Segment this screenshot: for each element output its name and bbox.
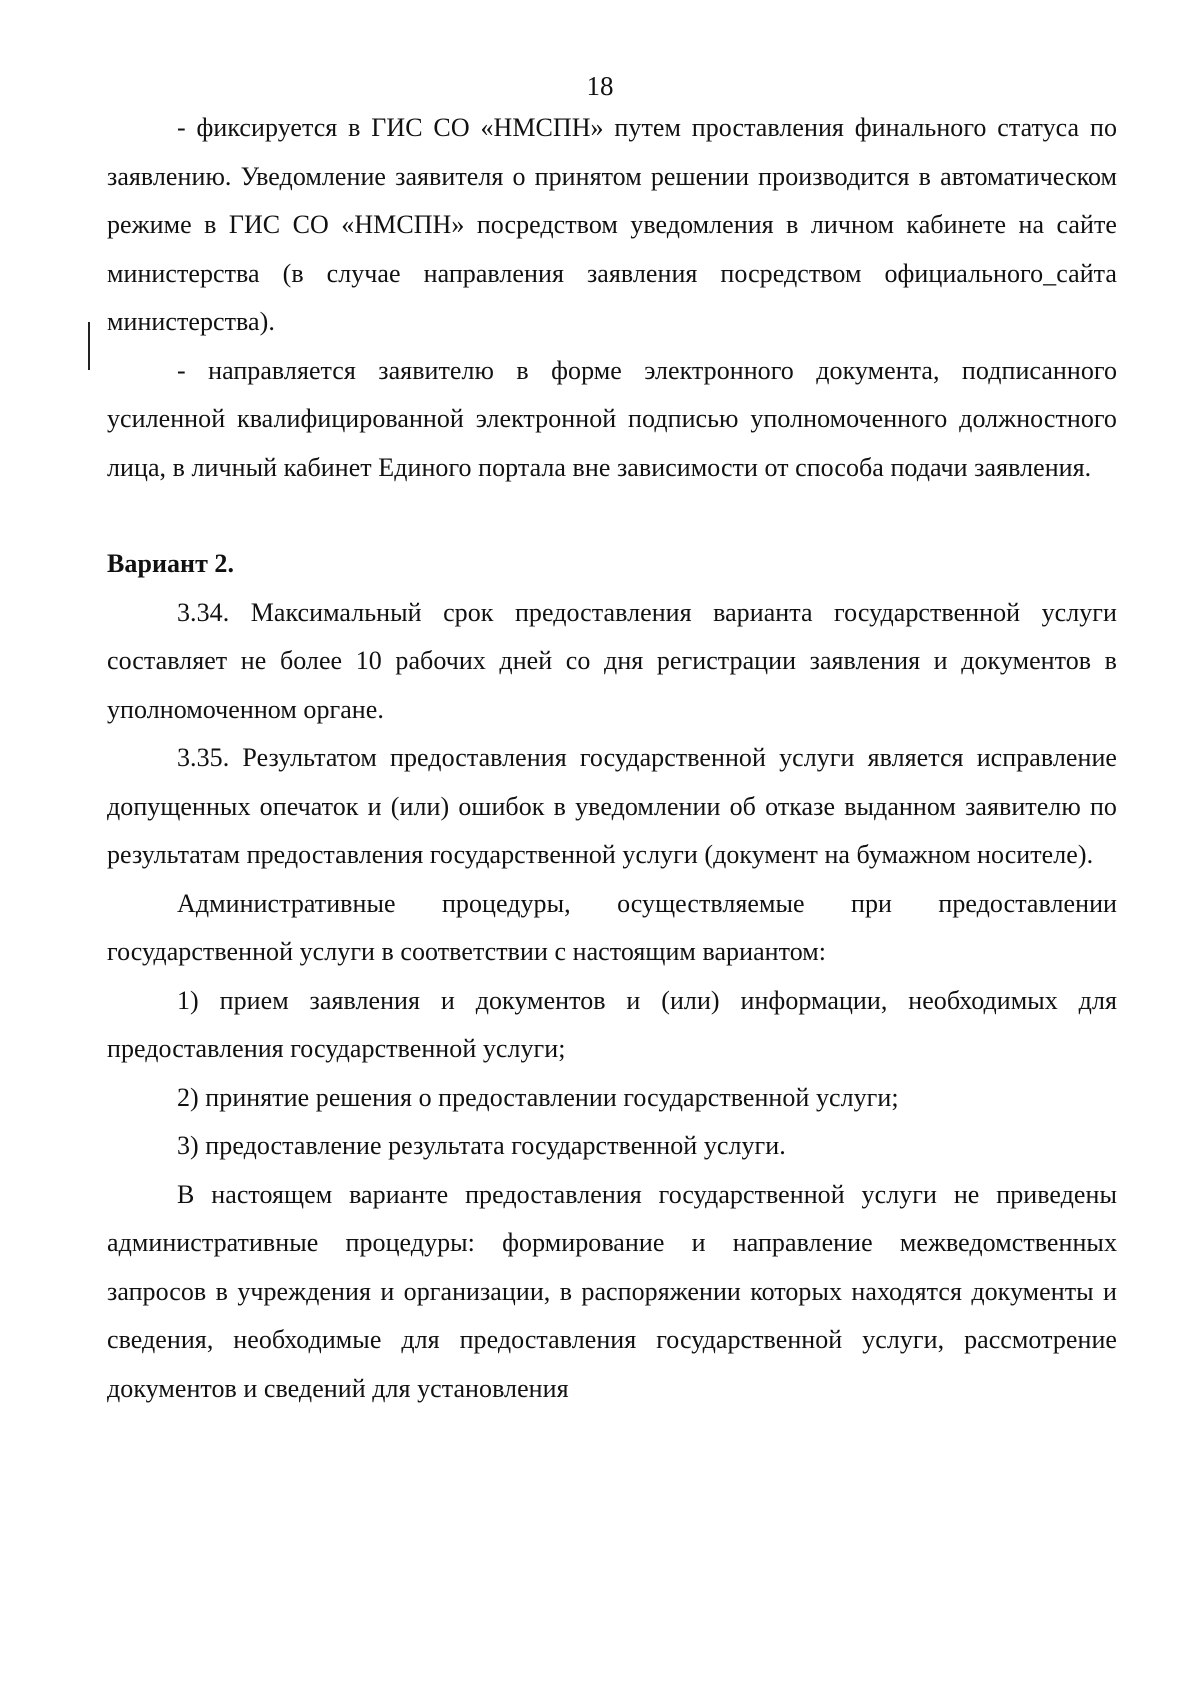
list-item-2: 2) принятие решения о предоставлении государственной услуги; [177,1082,899,1112]
paragraph-3-35: 3.35. Результатом предоставления государственной услуги является исправление допущенных опечаток и (или) ошибок в уведомлении об отказе выданном заявителю по результатам предоставления государственной услуги (документ на бумажном носителе). [107,743,1117,869]
paragraph-electronic-document: - направляется заявителю в форме электронного документа, подписанного усиленной квалифицированной электронной подписью уполномоченного должностного лица, в личный кабинет Единого портала вне зависимости от способа подачи заявления. [107,355,1117,482]
page-number: 18 [586,71,614,101]
document-body [107,104,1117,1413]
paragraph-not-included-procedures: В настоящем варианте предоставления государственной услуги не приведены административные процедуры: формирование и направление межведомственных запросов в учреждения и организации, в распоряжении которых находятся документы и сведения, необходимые для предоставления государственной услуги, рассмотрение документов и сведений для установления [107,1179,1117,1403]
paragraph-3-34: 3.34. Максимальный срок предоставления варианта государственной услуги составляет не более 10 рабочих дней со дня регистрации заявления и документов в уполномоченном органе. [107,597,1117,724]
paragraph-admin-procedures: Административные процедуры, осуществляемые при предоставлении государственной услуги в соответствии с настоящим вариантом: [107,888,1117,966]
paragraph-fixation: - фиксируется в ГИС СО «НМСПН» путем проставления финального статуса по заявлению. Уведомление заявителя о принятом решении производится в автоматическом режиме в ГИС СО «НМСПН» посредством уведомления в личном кабинете на сайте министерства (в случае направления заявления посредством официального_сайта министерства). [107,113,1117,336]
list-item-3: 3) предоставление результата государственной услуги. [177,1131,786,1160]
list-item-1: 1) прием заявления и документов и (или) информации, необходимых для предоставления государственной услуги; [107,985,1117,1063]
section-heading-variant-2: Вариант 2. [107,549,235,578]
revision-margin-bar [88,322,90,370]
